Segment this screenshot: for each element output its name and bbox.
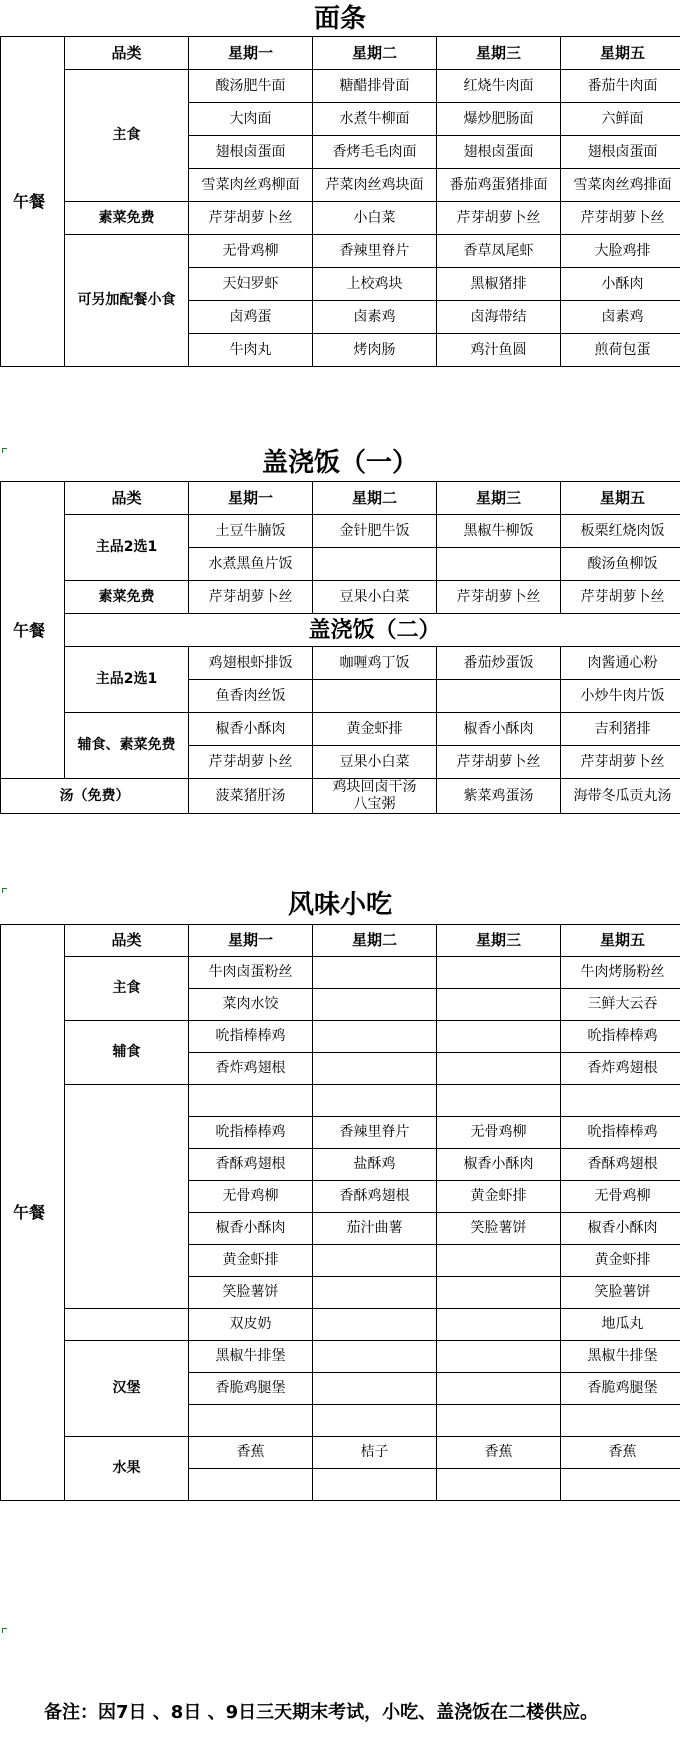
- menu-item: 鸡块回卤干汤 八宝粥: [313, 779, 437, 814]
- category-label: 素菜免费: [65, 581, 189, 614]
- menu-item: 吉利猪排: [561, 713, 680, 746]
- menu-item: 黄金虾排: [189, 1245, 313, 1277]
- menu-item: [313, 1405, 437, 1437]
- header-row: [1, 482, 680, 515]
- menu-item: 香酥鸡翅根: [313, 1181, 437, 1213]
- menu-item: 香脆鸡腿堡: [189, 1373, 313, 1405]
- menu-item: 大肉面: [189, 103, 313, 136]
- menu-item: 椒香小酥肉: [437, 1149, 561, 1181]
- menu-item: [561, 1085, 680, 1117]
- column-header: 品类: [65, 482, 189, 515]
- menu-item: 香辣里脊片: [313, 235, 437, 268]
- menu-item: 牛肉烤肠粉丝: [561, 957, 680, 989]
- menu-item: 桔子: [313, 1437, 437, 1469]
- menu-item: [313, 1245, 437, 1277]
- menu-row: [1, 957, 680, 989]
- menu-item: 黄金虾排: [313, 713, 437, 746]
- menu-item: 海带冬瓜贡丸汤: [561, 779, 680, 814]
- column-header: 星期一: [189, 925, 313, 957]
- menu-item: [561, 1469, 680, 1501]
- menu-item: 菠菜猪肝汤: [189, 779, 313, 814]
- menu-item: [437, 957, 561, 989]
- menu-item: 豆果小白菜: [313, 746, 437, 779]
- menu-item: 香辣里脊片: [313, 1117, 437, 1149]
- menu-item: 无骨鸡柳: [437, 1117, 561, 1149]
- column-header: 星期五: [561, 925, 680, 957]
- menu-item: 椒香小酥肉: [561, 1213, 680, 1245]
- menu-row: [1, 647, 680, 680]
- menu-row: [1, 1021, 680, 1053]
- menu-item: [437, 1021, 561, 1053]
- menu-item: 茄汁曲薯: [313, 1213, 437, 1245]
- menu-item: 翅根卤蛋面: [561, 136, 680, 169]
- menu-item: [313, 1277, 437, 1309]
- menu-item: 黄金虾排: [437, 1181, 561, 1213]
- menu-item: 番茄炒蛋饭: [437, 647, 561, 680]
- menu-item: 紫菜鸡蛋汤: [437, 779, 561, 814]
- menu-item: [313, 1053, 437, 1085]
- menu-item: 雪菜肉丝鸡排面: [561, 169, 680, 202]
- menu-item: 黄金虾排: [561, 1245, 680, 1277]
- category-label: 主品2选1: [65, 647, 189, 713]
- column-header: 星期一: [189, 482, 313, 515]
- menu-item: 无骨鸡柳: [561, 1181, 680, 1213]
- menu-item: 鱼香肉丝饭: [189, 680, 313, 713]
- menu-item: [437, 1277, 561, 1309]
- menu-item: 芹芽胡萝卜丝: [437, 581, 561, 614]
- menu-item: [437, 1309, 561, 1341]
- menu-item: 上校鸡块: [313, 268, 437, 301]
- snacks-menu-table: [0, 924, 680, 1501]
- rice-title: 盖浇饭（一）: [261, 448, 418, 478]
- category-label: 辅食、素菜免费: [65, 713, 189, 779]
- menu-item: [313, 957, 437, 989]
- menu-item: 香草凤尾虾: [437, 235, 561, 268]
- menu-item: 咖喱鸡丁饭: [313, 647, 437, 680]
- category-label: 主食: [65, 957, 189, 1021]
- menu-item: 香酥鸡翅根: [561, 1149, 680, 1181]
- menu-item: [437, 1341, 561, 1373]
- menu-item: 翅根卤蛋面: [189, 136, 313, 169]
- menu-item: [437, 1085, 561, 1117]
- menu-row: [1, 713, 680, 746]
- menu-row: [1, 1437, 680, 1469]
- menu-item: 芹菜肉丝鸡块面: [313, 169, 437, 202]
- column-header: 星期一: [189, 37, 313, 70]
- menu-row: [1, 1085, 680, 1117]
- menu-item: 卤素鸡: [561, 301, 680, 334]
- menu-item: [313, 548, 437, 581]
- menu-item: 椒香小酥肉: [189, 713, 313, 746]
- menu-item: 烤肉肠: [313, 334, 437, 367]
- menu-item: 土豆牛腩饭: [189, 515, 313, 548]
- category-label: 水果: [65, 1437, 189, 1501]
- menu-item: 双皮奶: [189, 1309, 313, 1341]
- menu-item: 酸汤鱼柳饭: [561, 548, 680, 581]
- menu-item: 椒香小酥肉: [437, 713, 561, 746]
- menu-item: [313, 989, 437, 1021]
- menu-item: 吮指棒棒鸡: [189, 1117, 313, 1149]
- menu-item: 水煮牛柳面: [313, 103, 437, 136]
- menu-item: 卤鸡蛋: [189, 301, 313, 334]
- menu-item: 肉酱通心粉: [561, 647, 680, 680]
- menu-item: 牛肉卤蛋粉丝: [189, 957, 313, 989]
- footnote: 备注：因7日 、8日 、9日三天期末考试，小吃、盖浇饭在二楼供应。: [44, 1702, 599, 1723]
- menu-item: [437, 1373, 561, 1405]
- menu-row: [1, 581, 680, 614]
- menu-item: 黑椒牛排堡: [561, 1341, 680, 1373]
- category-label: 辅食: [65, 1021, 189, 1085]
- menu-item: 小炒牛肉片饭: [561, 680, 680, 713]
- menu-item: 笑脸薯饼: [561, 1277, 680, 1309]
- category-label: 素菜免费: [65, 202, 189, 235]
- menu-row: [1, 1341, 680, 1373]
- menu-item: 菜肉水饺: [189, 989, 313, 1021]
- category-label: 汤（免费）: [1, 779, 189, 814]
- menu-item: 酸汤肥牛面: [189, 70, 313, 103]
- menu-item: 香烤毛毛肉面: [313, 136, 437, 169]
- menu-item: 地瓜丸: [561, 1309, 680, 1341]
- menu-item: 鸡翅根虾排饭: [189, 647, 313, 680]
- menu-item: 吮指棒棒鸡: [561, 1021, 680, 1053]
- category-label: 主食: [65, 70, 189, 202]
- menu-row: [1, 202, 680, 235]
- menu-item: 黑椒牛柳饭: [437, 515, 561, 548]
- category-label: 可另加配餐小食: [65, 235, 189, 367]
- category-label: 汉堡: [65, 1341, 189, 1437]
- menu-item: 金针肥牛饭: [313, 515, 437, 548]
- menu-item: 笑脸薯饼: [437, 1213, 561, 1245]
- column-header: 星期三: [437, 482, 561, 515]
- menu-item: 芹芽胡萝卜丝: [437, 202, 561, 235]
- menu-item: 小酥肉: [561, 268, 680, 301]
- menu-item: [437, 1405, 561, 1437]
- menu-item: 翅根卤蛋面: [437, 136, 561, 169]
- menu-item: 三鲜大云吞: [561, 989, 680, 1021]
- header-row: [1, 925, 680, 957]
- column-header: 星期二: [313, 925, 437, 957]
- menu-item: 香酥鸡翅根: [189, 1149, 313, 1181]
- menu-item: 爆炒肥肠面: [437, 103, 561, 136]
- noodles-title: 面条: [313, 4, 366, 34]
- menu-item: 卤素鸡: [313, 301, 437, 334]
- menu-item: [437, 1245, 561, 1277]
- menu-item: 芹芽胡萝卜丝: [561, 202, 680, 235]
- subtitle-row: [1, 614, 680, 647]
- column-header: 品类: [65, 37, 189, 70]
- menu-item: 香炸鸡翅根: [561, 1053, 680, 1085]
- menu-item: 吮指棒棒鸡: [189, 1021, 313, 1053]
- column-header: 星期三: [437, 37, 561, 70]
- menu-item: [313, 1085, 437, 1117]
- menu-item: [313, 1309, 437, 1341]
- menu-item: 芹芽胡萝卜丝: [437, 746, 561, 779]
- menu-item: 雪菜肉丝鸡柳面: [189, 169, 313, 202]
- menu-item: 牛肉丸: [189, 334, 313, 367]
- meal-label: 午餐: [1, 37, 65, 367]
- menu-item: [189, 1405, 313, 1437]
- menu-item: [313, 680, 437, 713]
- rice-menu-table: [0, 481, 680, 814]
- category-label: [65, 1085, 189, 1309]
- category-label: [65, 1309, 189, 1341]
- menu-row: [1, 1309, 680, 1341]
- column-header: 星期五: [561, 482, 680, 515]
- menu-item: 番茄鸡蛋猪排面: [437, 169, 561, 202]
- noodles-menu-table: [0, 36, 680, 367]
- menu-item: 豆果小白菜: [313, 581, 437, 614]
- menu-item: [561, 1405, 680, 1437]
- menu-item: 吮指棒棒鸡: [561, 1117, 680, 1149]
- menu-item: [437, 1469, 561, 1501]
- column-header: 星期五: [561, 37, 680, 70]
- menu-item: 椒香小酥肉: [189, 1213, 313, 1245]
- menu-item: 黑椒牛排堡: [189, 1341, 313, 1373]
- menu-item: 盐酥鸡: [313, 1149, 437, 1181]
- menu-item: 鸡汁鱼圆: [437, 334, 561, 367]
- category-label: 主品2选1: [65, 515, 189, 581]
- menu-item: 笑脸薯饼: [189, 1277, 313, 1309]
- menu-row: [1, 515, 680, 548]
- menu-item: [437, 1053, 561, 1085]
- menu-item: 无骨鸡柳: [189, 1181, 313, 1213]
- menu-item: [313, 1341, 437, 1373]
- menu-item: [313, 1469, 437, 1501]
- menu-item: [437, 548, 561, 581]
- menu-item: 板栗红烧肉饭: [561, 515, 680, 548]
- menu-item: 煎荷包蛋: [561, 334, 680, 367]
- menu-item: [313, 1021, 437, 1053]
- menu-item: 糖醋排骨面: [313, 70, 437, 103]
- corner-mark: [2, 1628, 7, 1633]
- menu-item: 大脸鸡排: [561, 235, 680, 268]
- menu-item: 无骨鸡柳: [189, 235, 313, 268]
- menu-item: 水煮黑鱼片饭: [189, 548, 313, 581]
- menu-item: 香蕉: [437, 1437, 561, 1469]
- meal-label: 午餐: [1, 482, 65, 779]
- menu-item: 芹芽胡萝卜丝: [189, 746, 313, 779]
- menu-item: [437, 680, 561, 713]
- menu-item: 红烧牛肉面: [437, 70, 561, 103]
- menu-item: 香蕉: [561, 1437, 680, 1469]
- menu-item: [437, 989, 561, 1021]
- menu-item: 芹芽胡萝卜丝: [189, 202, 313, 235]
- menu-item: 卤海带结: [437, 301, 561, 334]
- menu-item: 香炸鸡翅根: [189, 1053, 313, 1085]
- menu-item: [313, 1373, 437, 1405]
- rice-subtitle: 盖浇饭（二）: [65, 614, 680, 647]
- column-header: 品类: [65, 925, 189, 957]
- column-header: 星期三: [437, 925, 561, 957]
- menu-row: [1, 70, 680, 103]
- column-header: 星期二: [313, 37, 437, 70]
- column-header: 星期二: [313, 482, 437, 515]
- menu-item: 黑椒猪排: [437, 268, 561, 301]
- soup-row: [1, 779, 680, 814]
- menu-row: [1, 235, 680, 268]
- meal-label: 午餐: [1, 925, 65, 1501]
- menu-item: [189, 1469, 313, 1501]
- header-row: [1, 37, 680, 70]
- snacks-title: 风味小吃: [287, 890, 392, 920]
- menu-item: 芹芽胡萝卜丝: [189, 581, 313, 614]
- menu-item: 芹芽胡萝卜丝: [561, 581, 680, 614]
- menu-item: 香蕉: [189, 1437, 313, 1469]
- menu-item: 六鲜面: [561, 103, 680, 136]
- menu-item: [189, 1085, 313, 1117]
- menu-item: 番茄牛肉面: [561, 70, 680, 103]
- menu-item: 芹芽胡萝卜丝: [561, 746, 680, 779]
- menu-item: 香脆鸡腿堡: [561, 1373, 680, 1405]
- menu-item: 小白菜: [313, 202, 437, 235]
- menu-item: 天妇罗虾: [189, 268, 313, 301]
